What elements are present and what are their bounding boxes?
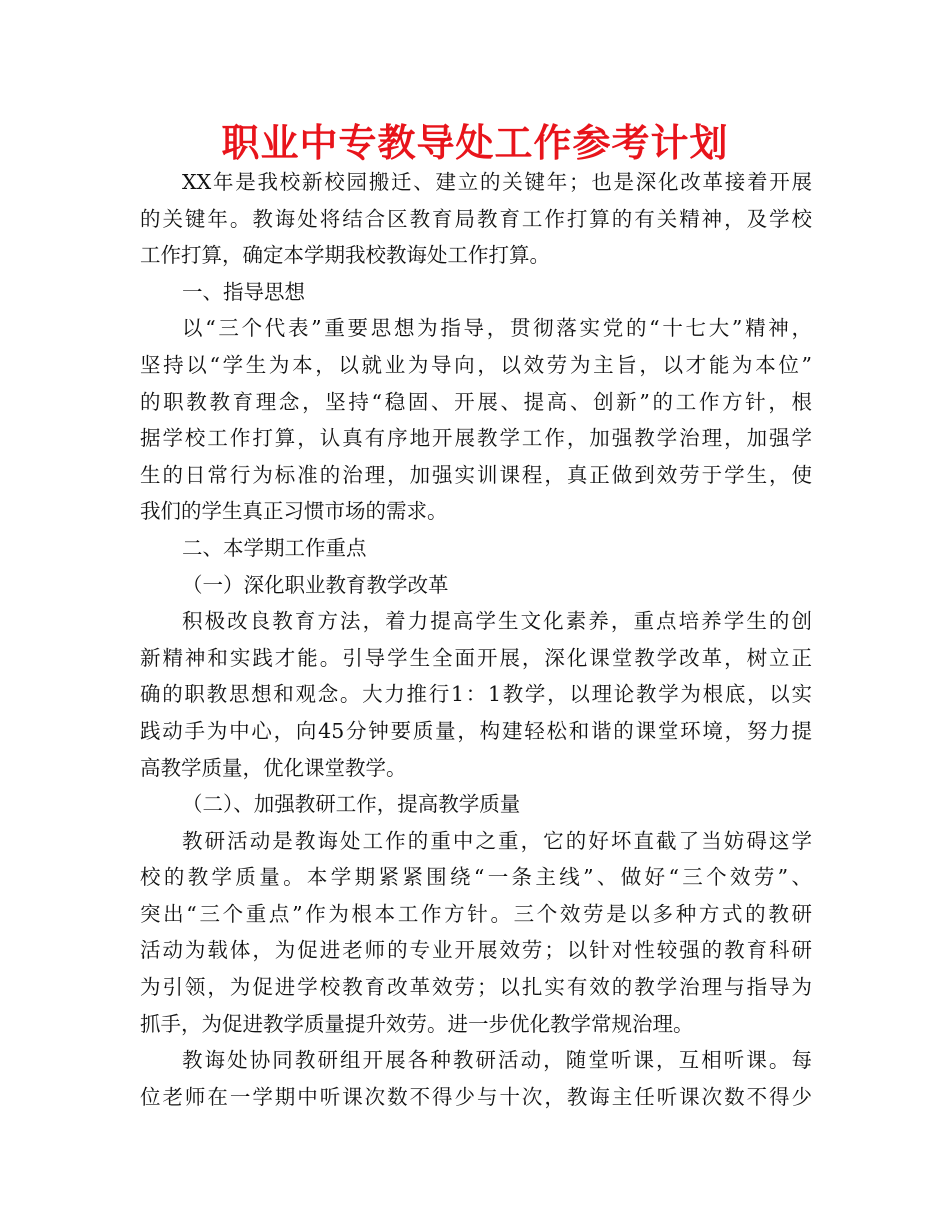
- text-line: 的职教教育理念，坚持“稳固、开展、提高、创新”的工作方针，根: [140, 389, 812, 414]
- text-line: 抓手，为促进教学质量提升效劳。进一步优化教学常规治理。: [140, 1011, 694, 1036]
- subsection-heading: （二）、加强教研工作，提高教学质量: [182, 792, 521, 817]
- document-body: [140, 164, 812, 1115]
- subsection-heading: （一）深化职业教育教学改革: [182, 572, 449, 597]
- text-line: 以“三个代表”重要思想为指导，贯彻落实党的“十七大”精神，: [182, 316, 812, 341]
- text-line: 确的职教思想和观念。大力推行1：1教学，以理论教学为根底，以实: [140, 682, 812, 707]
- text-line: 我们的学生真正习惯市场的需求。: [140, 499, 448, 524]
- section-heading: 一、指导思想: [182, 279, 305, 304]
- text-line: 生的日常行为标准的治理，加强实训课程，真正做到效劳于学生，使: [140, 462, 812, 487]
- section-heading: 二、本学期工作重点: [182, 535, 367, 560]
- text-line: 积极改良教育方法，着力提高学生文化素养，重点培养学生的创: [182, 609, 812, 634]
- text-line: 坚持以“学生为本，以就业为导向，以效劳为主旨，以才能为本位”: [140, 352, 812, 377]
- text-line: XX年是我校新校园搬迁、建立的关键年；也是深化改革接着开展: [182, 170, 812, 194]
- document-title: 职业中专教导处工作参考计划: [221, 121, 729, 165]
- text-line: 高教学质量，优化课堂教学。: [140, 755, 407, 780]
- text-line: 新精神和实践才能。引导学生全面开展，深化课堂教学改革，树立正: [140, 645, 812, 670]
- text-line: 教诲处协同教研组开展各种教研活动，随堂听课，互相听课。每: [182, 1048, 812, 1073]
- text-line: 活动为载体，为促进老师的专业开展效劳；以针对性较强的教育科研: [140, 938, 812, 963]
- text-line: 据学校工作打算，认真有序地开展教学工作，加强教学治理，加强学: [140, 426, 812, 451]
- text-line: 践动手为中心，向45分钟要质量，构建轻松和谐的课堂环境，努力提: [140, 718, 812, 743]
- text-line: 校的教学质量。本学期紧紧围绕“一条主线”、做好“三个效劳”、: [140, 865, 812, 890]
- text-line: 工作打算，确定本学期我校教诲处工作打算。: [140, 243, 550, 268]
- text-line: 的关键年。教诲处将结合区教育局教育工作打算的有关精神，及学校: [140, 206, 812, 231]
- text-line: 教研活动是教诲处工作的重中之重，它的好坏直截了当妨碍这学: [182, 828, 812, 853]
- text-line: 位老师在一学期中听课次数不得少与十次，教诲主任听课次数不得少: [140, 1084, 812, 1109]
- text-line: 为引领，为促进学校教育改革效劳；以扎实有效的教学治理与指导为: [140, 975, 812, 1000]
- text-line: 突出“三个重点”作为根本工作方针。三个效劳是以多种方式的教研: [140, 901, 812, 926]
